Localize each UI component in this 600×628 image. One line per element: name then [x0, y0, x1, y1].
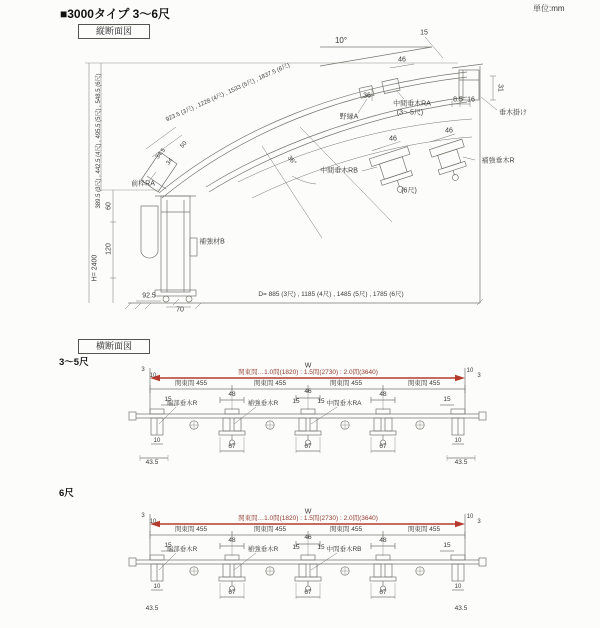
- section-box-longitudinal: 縦断面図: [78, 24, 150, 39]
- dim-label: 3: [477, 373, 481, 379]
- dim-label: D= 885 (3尺) , 1185 (4尺) , 1485 (5尺) , 1785 (6尺): [258, 290, 404, 298]
- dim-label: 43.5: [145, 458, 159, 466]
- dim-label: 50: [179, 140, 189, 150]
- cross-sub-label-6: 6尺: [59, 488, 74, 499]
- dim-label: 15: [164, 395, 172, 403]
- dim-label: 46: [389, 135, 397, 143]
- dim-label: 関東間 455: [329, 525, 363, 533]
- dim-label: 16: [467, 96, 475, 104]
- dim-label: 60: [105, 202, 113, 210]
- dim-label: 92.5: [142, 292, 156, 300]
- dim-label: 34.5: [154, 147, 168, 161]
- dim-label: 48: [228, 390, 236, 398]
- dim-label: 46: [445, 127, 453, 135]
- dim-label: 補強垂木R: [247, 545, 279, 553]
- dim-label: 15: [443, 541, 451, 549]
- dim-label: 10: [454, 584, 462, 590]
- unit-label: 単位:mm: [533, 4, 565, 13]
- dim-label: 46: [304, 533, 312, 541]
- dim-label: 関東間 455: [253, 525, 287, 533]
- dim-label: 15: [317, 543, 325, 551]
- dim-label: 67: [379, 588, 387, 596]
- dim-label: (3〜5尺): [396, 109, 424, 117]
- dim-label: 関東間 455: [407, 525, 441, 533]
- dim-label: 補強垂木R: [481, 157, 515, 165]
- dim-label: 関東間…1.0間(1820) : 1.5間(2730) : 2.0間(3640): [238, 514, 378, 522]
- dim-label: (6尺): [401, 187, 417, 195]
- dim-label: 補強材B: [199, 238, 225, 246]
- dim-label: 48: [379, 536, 387, 544]
- dim-label: 70: [176, 306, 184, 314]
- dim-label: 関東間…1.0間(1820) : 1.5間(2730) : 2.0間(3640): [238, 368, 378, 376]
- dim-label: 67: [228, 442, 236, 450]
- dim-label: 10: [454, 438, 462, 444]
- dim-label: 3: [141, 367, 145, 373]
- dim-label: 10: [153, 438, 161, 444]
- dim-label: 15: [292, 543, 300, 551]
- dim-label: 垂木掛け: [499, 109, 527, 117]
- dim-label: 関東間 455: [174, 525, 208, 533]
- dim-label: 48: [379, 390, 387, 398]
- cross-sub-label-3to5: 3〜5尺: [59, 357, 89, 368]
- longitudinal-section-art: [85, 37, 497, 309]
- dim-label: 15: [443, 395, 451, 403]
- dim-label: 中間垂木RB: [320, 167, 358, 175]
- dim-label: 67: [304, 588, 312, 596]
- dim-label: W: [304, 508, 312, 516]
- dim-label: 関東間 455: [329, 379, 363, 387]
- dim-label: 3: [141, 513, 145, 519]
- page-title: ■3000タイプ 3〜6尺: [60, 7, 171, 21]
- dim-label: 補強垂木R: [247, 399, 279, 407]
- dim-label: 34: [165, 157, 175, 167]
- dim-label: 10: [149, 373, 157, 379]
- dim-label: 野縁A: [339, 113, 359, 121]
- dim-label: 15: [317, 397, 325, 405]
- dim-label: 389.5 (3尺) , 442.5 (4尺) , 495.5 (5尺) , 548.5 (6尺): [96, 73, 102, 209]
- dim-label: 関東間 455: [407, 379, 441, 387]
- dim-label: 前枠RA: [131, 180, 155, 188]
- dim-label: 36°: [285, 154, 298, 167]
- dim-label: 120: [105, 243, 113, 255]
- dim-label: 3: [477, 519, 481, 525]
- dim-label: 43.5: [454, 458, 468, 466]
- dim-label: 67: [228, 588, 236, 596]
- dim-label: 15: [420, 29, 428, 37]
- dim-label: 10: [153, 584, 161, 590]
- dim-label: 10: [466, 368, 474, 374]
- dim-label: 923.5 (3尺) , 1228 (4尺) , 1533 (5尺) , 1837.5 (6尺): [165, 62, 291, 124]
- dim-label: 関東間 455: [174, 379, 208, 387]
- dim-label: 10: [466, 514, 474, 520]
- dim-label: 端部垂木R: [166, 399, 198, 407]
- dim-label: 43.5: [454, 604, 468, 612]
- dim-label: 67: [304, 442, 312, 450]
- dim-label: 36: [363, 92, 371, 100]
- dim-label: 8.5: [453, 96, 463, 104]
- dim-label: 端部垂木R: [166, 545, 198, 553]
- dim-label: 43.5: [145, 604, 159, 612]
- dim-label: 15: [292, 397, 300, 405]
- dim-label: 46: [398, 56, 406, 64]
- dim-label: 31: [496, 84, 504, 92]
- section-box-cross: 横断面図: [78, 339, 150, 354]
- dim-label: 中間垂木RB: [326, 545, 362, 553]
- dim-label: 関東間 455: [253, 379, 287, 387]
- dim-label: H= 2400: [91, 254, 99, 282]
- dim-label: 48: [228, 536, 236, 544]
- dim-label: 15: [164, 541, 172, 549]
- dim-label: 10: [149, 519, 157, 525]
- dim-label: 中間垂木RA: [326, 399, 362, 407]
- dim-label: 46: [304, 387, 312, 395]
- dim-label: 中間垂木RA: [393, 100, 431, 108]
- dim-label: 67: [379, 442, 387, 450]
- dim-label: W: [304, 362, 312, 370]
- dim-label: 10°: [334, 36, 348, 45]
